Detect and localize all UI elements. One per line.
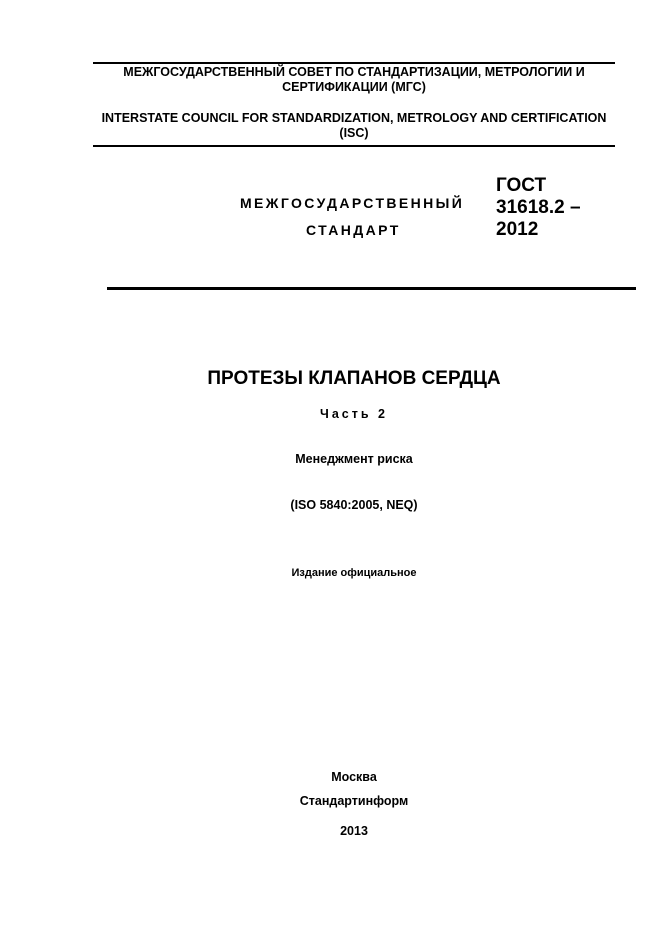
council-name-en: INTERSTATE COUNCIL FOR STANDARDIZATION, METROLOGY AND CERTIFICATION (ISC) [101,111,607,140]
header-divider [93,145,615,147]
imprint-year: 2013 [340,824,368,838]
standard-type-label-2: СТАНДАРТ [306,222,401,238]
gost-prefix: ГОСТ [496,175,547,196]
document-title: ПРОТЕЗЫ КЛАПАНОВ СЕРДЦА [207,368,501,389]
top-divider [93,62,615,64]
gost-code: 31618.2 – [496,197,581,218]
standard-type-label: МЕЖГОСУДАРСТВЕННЫЙ [240,195,465,211]
imprint-city: Москва [331,770,377,784]
title-divider [107,287,636,290]
council-name-ru: МЕЖГОСУДАРСТВЕННЫЙ СОВЕТ ПО СТАНДАРТИЗАЦИИ, МЕТРОЛОГИИ И СЕРТИФИКАЦИИ (МГС) [123,65,585,94]
gost-year: 2012 [496,219,539,240]
imprint-publisher: Стандартинформ [299,794,409,808]
document-subtitle: Менеджмент риска [295,452,413,466]
document-part: Часть 2 [320,407,388,421]
edition-note: Издание официальное [291,567,417,579]
iso-reference: (ISO 5840:2005, NEQ) [290,498,418,512]
gost-number [496,175,581,241]
